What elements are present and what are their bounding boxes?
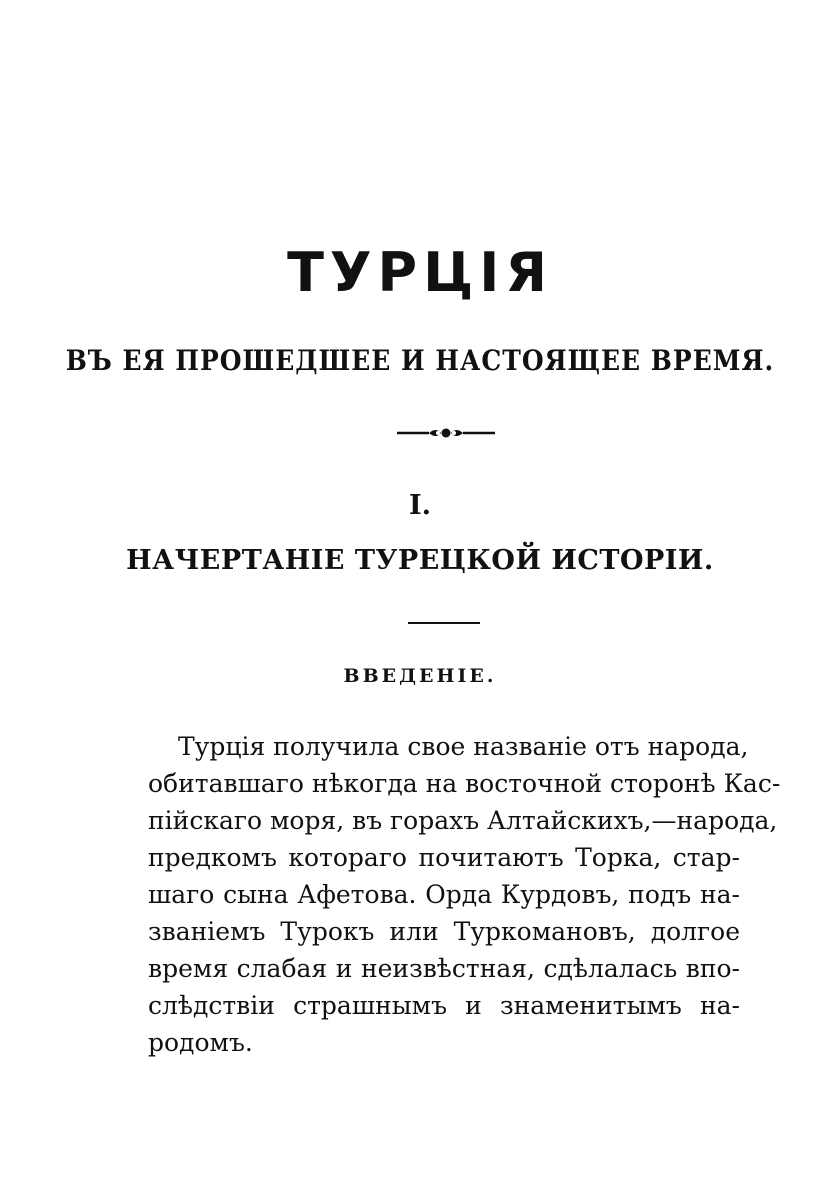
paragraph-line: слѣдствіи страшнымъ и знаменитымъ на-	[148, 991, 740, 1020]
paragraph-line: предкомъ котораго почитаютъ Торка, стар-	[148, 843, 740, 872]
page-title: ТУРЦІЯ	[287, 241, 553, 304]
paragraph-line: обитавшаго нѣкогда на восточной сторонѣ Кас-	[148, 769, 781, 798]
chapter-number: I.	[408, 490, 432, 521]
body-paragraph	[148, 728, 781, 1061]
paragraph-line: родомъ.	[148, 1028, 253, 1057]
paragraph-line: Турція получила свое названіе отъ народа,	[178, 732, 749, 761]
page-subtitle: ВЪ ЕЯ ПРОШЕДШЕЕ И НАСТОЯЩЕЕ ВРЕМЯ.	[65, 344, 775, 377]
chapter-title: НАЧЕРТАНІЕ ТУРЕЦКОЙ ИСТОРІИ.	[126, 545, 714, 576]
paragraph-line: время слабая и неизвѣстная, сдѣлалась впо-	[148, 954, 740, 983]
paragraph-line: шаго сына Афетова. Орда Курдовъ, подъ на-	[148, 880, 740, 909]
section-heading: ВВЕДЕНІЕ.	[343, 665, 497, 687]
paragraph-line: пійскаго моря, въ горахъ Алтайскихъ,—народа,	[148, 806, 778, 835]
paragraph-line: званіемъ Турокъ или Туркомановъ, долгое	[148, 917, 740, 946]
short-rule-divider	[408, 622, 480, 624]
ornament-divider	[395, 423, 497, 443]
